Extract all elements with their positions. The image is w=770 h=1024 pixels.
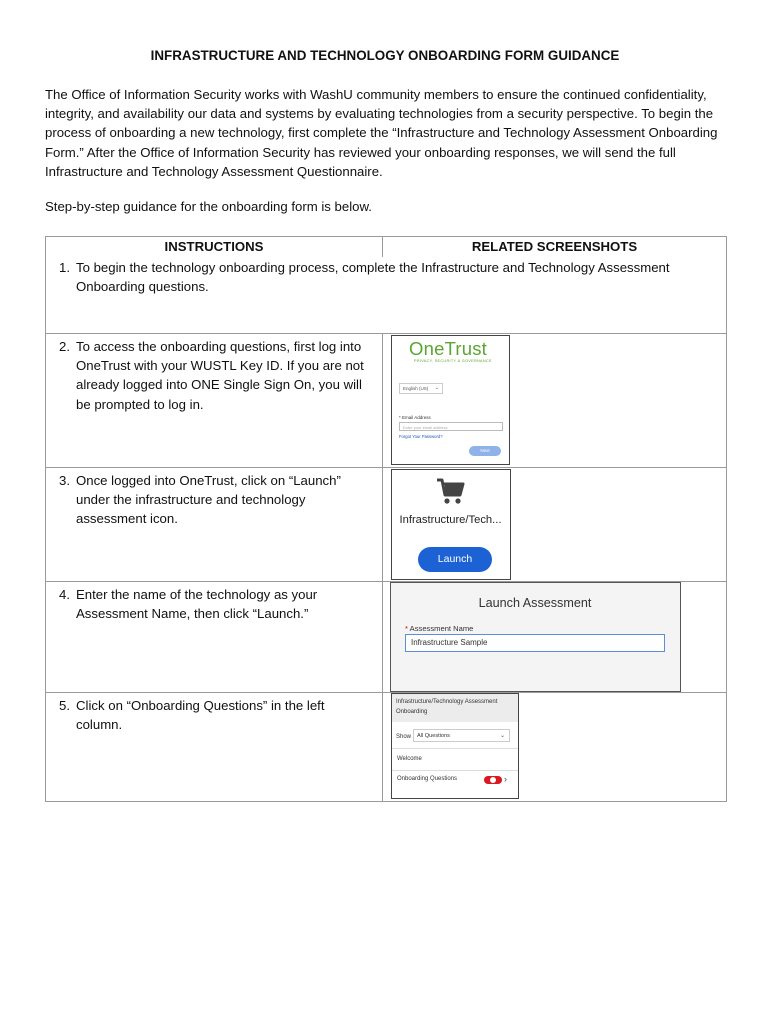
table-row	[46, 693, 727, 802]
launch-button: Launch	[418, 547, 492, 572]
step-text: Enter the name of the technology as your Assessment Name, then click “Launch.”	[76, 587, 318, 622]
step-5-cell	[46, 693, 383, 802]
toggle-badge-icon	[484, 776, 502, 784]
sidebar-screenshot	[391, 693, 519, 799]
onetrust-tagline: PRIVACY, SECURITY & GOVERNANCE	[414, 359, 492, 363]
table-row	[46, 582, 727, 693]
step-text: To begin the technology onboarding process, complete the Infrastructure and Technology Assessment Onboarding questions.	[76, 259, 670, 294]
step-3-cell	[46, 468, 383, 582]
step-number: 1.	[59, 259, 70, 275]
shopping-cart-icon	[436, 478, 466, 506]
show-select	[413, 729, 510, 742]
step-3	[46, 468, 382, 529]
screenshot-cell	[383, 334, 727, 468]
step-4	[46, 582, 382, 623]
launch-assessment-screenshot	[390, 582, 681, 692]
step-4-cell	[46, 582, 383, 693]
document-title: INFRASTRUCTURE AND TECHNOLOGY ONBOARDING FORM GUIDANCE	[150, 48, 620, 63]
language-select	[399, 383, 443, 394]
step-text: Once logged into OneTrust, click on “Launch” under the infrastructure and technology assessment icon.	[76, 473, 341, 527]
step-text: Click on “Onboarding Questions” in the left column.	[76, 698, 325, 733]
launch-assessment-title: Launch Assessment	[478, 596, 592, 610]
intro-paragraph: The Office of Information Security works with WashU community members to ensure the continued confidentiality, integrity, and availability our data and systems by evaluating technologies from a security perspective. To begin the process of onboarding a new technology, first complete the “Infrastructure and Technology Assessment Onboarding Form.” After the Office of Information Security has reviewed your onboarding responses, we will send the full Infrastructure and Technology Assessment Questionnaire.	[45, 87, 718, 179]
header-instructions: INSTRUCTIONS	[46, 237, 383, 257]
assessment-name-label-text: Assessment Name	[409, 624, 474, 633]
next-button: Next	[469, 446, 501, 456]
instructions-table	[45, 236, 727, 802]
screenshot-cell	[383, 693, 727, 802]
step-2	[46, 334, 382, 414]
step-text: To access the onboarding questions, first log into OneTrust with your WUSTL Key ID. If you are not already logged into ONE Single Sign On, you will be prompted to log in.	[76, 339, 364, 412]
table-header-row	[46, 237, 727, 257]
step-number: 3.	[59, 473, 70, 488]
assessment-name-label	[405, 624, 473, 633]
onboarding-questions-item: Onboarding Questions	[397, 776, 458, 782]
assessment-card-screenshot	[391, 469, 511, 580]
assessment-name-input: Infrastructure Sample	[405, 634, 665, 652]
email-field: Enter your email address	[399, 422, 503, 431]
chevron-down-icon: ⌄	[499, 733, 505, 739]
show-value: All Questions	[417, 733, 450, 739]
language-value: English (US)	[403, 386, 429, 391]
header-screenshots: RELATED SCREENSHOTS	[383, 237, 727, 257]
welcome-item: Welcome	[397, 756, 422, 762]
table-row	[46, 468, 727, 582]
step-2-cell	[46, 334, 383, 468]
sidebar-heading: Infrastructure/Technology Assessment Onboarding	[392, 694, 518, 722]
step-1-cell	[46, 257, 727, 334]
table-row	[46, 334, 727, 468]
step-number: 2.	[59, 339, 70, 354]
screenshot-cell	[383, 468, 727, 582]
chevron-right-icon: ›	[504, 774, 507, 784]
assessment-card-label: Infrastructure/Tech...	[399, 514, 502, 526]
guidance-line: Step-by-step guidance for the onboarding form is below.	[45, 199, 372, 214]
table-row	[46, 257, 727, 334]
forgot-password-link: Forgot Your Password?	[399, 434, 443, 439]
step-5	[46, 693, 382, 734]
divider	[392, 748, 518, 749]
divider	[392, 770, 518, 771]
show-label: Show	[396, 734, 412, 740]
onetrust-login-screenshot	[391, 335, 510, 465]
step-number: 5.	[59, 698, 70, 713]
required-mark: *	[405, 624, 408, 633]
onetrust-logo: OneTrust	[409, 338, 488, 359]
chevron-down-icon: ⌄	[434, 385, 439, 391]
step-number: 4.	[59, 587, 70, 602]
email-label: * Email Address	[399, 415, 431, 420]
step-1	[46, 257, 726, 296]
screenshot-cell	[383, 582, 727, 693]
